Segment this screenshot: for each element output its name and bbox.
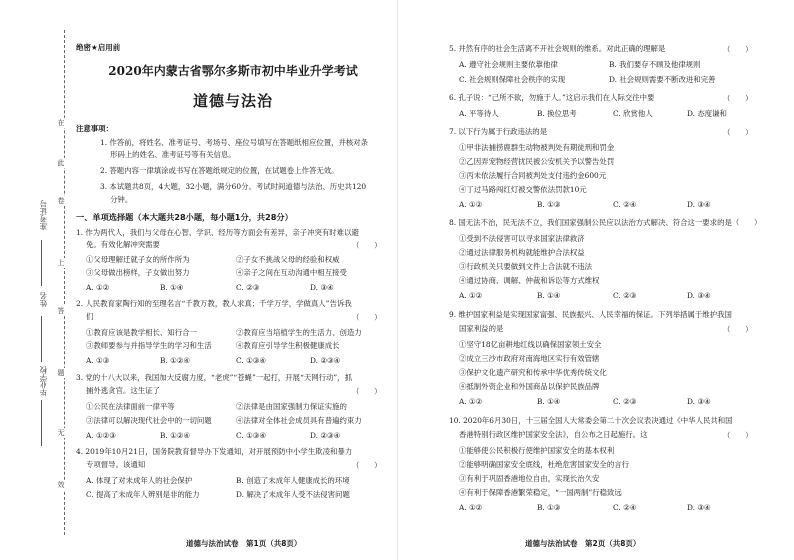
option: ②成立三沙市政府对南海地区实行有效管辖 bbox=[459, 354, 600, 363]
spine-char: 效 bbox=[57, 481, 65, 489]
spine-char: 答 bbox=[57, 307, 65, 315]
spine-char: 卷 bbox=[57, 197, 65, 205]
choice: B. ①③ bbox=[537, 200, 561, 209]
school-label: 毕业学校 bbox=[39, 366, 48, 396]
spine-char: 在 bbox=[57, 119, 65, 127]
section-heading: 一、单项选择题（本大题共28小题，每小题1分，共28分） bbox=[76, 212, 293, 222]
question-9-cont: 国家利益的是 bbox=[459, 324, 504, 333]
choice: C. ②④ bbox=[613, 200, 637, 209]
question-9: 9. 维护国家利益是实现国家富强、民族振兴、人民幸福的保证。下列举措属于维护我国 bbox=[449, 310, 732, 319]
choice: C. ②③ bbox=[236, 283, 260, 292]
option: A. 体现了对未成年人的社会保护 bbox=[86, 476, 193, 485]
choice: C. ①③④ bbox=[236, 431, 266, 440]
choice: B. ①④ bbox=[537, 397, 561, 406]
choice: C. ①③④ bbox=[236, 356, 266, 365]
exam-page-2 bbox=[397, 0, 794, 560]
choice: A. ①② bbox=[459, 397, 483, 406]
option: ③行政机关只要做到文件上合法就不违法 bbox=[459, 262, 593, 271]
option: ③法律可以解决现代社会中的一切问题 bbox=[86, 416, 212, 425]
question-7: 7. 以下行为属于行政违法的是 bbox=[449, 127, 548, 136]
answer-paren: （ ） bbox=[352, 241, 382, 250]
question-3: 3. 党的十八大以来，我国加大反腐力度，“老虎”“苍蝇”一起打，开展“天网行动”，抓 bbox=[76, 373, 352, 382]
page-footer: 道德与法治试卷 第1页（共8页） bbox=[186, 539, 302, 548]
choice: B. ①④ bbox=[160, 283, 184, 292]
option: ②法律是由国家强制力保证实施的 bbox=[236, 402, 347, 411]
question-1: 1. 作为两代人，我们与父母在心智、学识、经历等方面会有差异，亲子冲突有时难以避 bbox=[76, 228, 359, 237]
option: ①教育应该是教学相长、知行合一 bbox=[86, 328, 197, 337]
choice: D. ②③④ bbox=[310, 431, 341, 440]
option: ①坚守18亿亩耕地红线以确保国家领土安全 bbox=[459, 340, 602, 349]
answer-paren: （ ） bbox=[352, 461, 382, 470]
spine-char: 此 bbox=[57, 159, 65, 167]
option: ④抵制外资企业和外国商品以保护民族品牌 bbox=[459, 382, 600, 391]
choice: D. ③④ bbox=[687, 397, 711, 406]
spine-char: 题 bbox=[57, 369, 65, 377]
option: ④教育应引导学生积极健康成长 bbox=[236, 341, 340, 350]
choice: D. ②③④ bbox=[310, 356, 341, 365]
option: ①公民在法律面前一律平等 bbox=[86, 402, 175, 411]
choice: A. ①② bbox=[86, 283, 110, 292]
choice: A. ①② bbox=[459, 200, 483, 209]
notes-heading: 注意事项： bbox=[76, 124, 113, 133]
answer-paren: （ ） bbox=[723, 431, 753, 440]
option: C. 欣赏他人 bbox=[613, 109, 653, 118]
answer-paren: （ ） bbox=[723, 94, 753, 103]
choice: D. ③④ bbox=[310, 283, 334, 292]
note-line: 形码上的姓名、准考证号等有关信息。 bbox=[110, 150, 236, 159]
choice: D. ③④ bbox=[687, 503, 711, 512]
option: C. 社会规则保障社会秩序的实现 bbox=[459, 75, 566, 84]
page-footer: 道德与法治试卷 第2页（共8页） bbox=[525, 539, 641, 548]
choice: A. ①②③ bbox=[86, 431, 116, 440]
question-4: 4. 2019年10月21日，国务院教育督导办下发通知，对开展预防中小学生欺凌和暴力 bbox=[76, 447, 353, 456]
choice: A. ①② bbox=[459, 291, 483, 300]
subject-title: 道德与法治 bbox=[192, 92, 273, 110]
choice: C. ②③ bbox=[613, 397, 637, 406]
choice: B. ①④ bbox=[537, 291, 561, 300]
option: ②能够明确国家安全底线，杜绝危害国家安全的言行 bbox=[459, 460, 629, 469]
note-line: 3. 本试题共8页，4大题，32小题，满分60分。考试时间道德与法治、历史共120 bbox=[100, 182, 367, 191]
choice: B. ①②④ bbox=[160, 431, 191, 440]
choice: C. ②④ bbox=[613, 503, 637, 512]
option: ④丁过马路闯红灯被交警依法罚款10元 bbox=[459, 185, 587, 194]
option: B. 换位思考 bbox=[537, 109, 577, 118]
question-1-cont: 免。有效化解冲突需要 bbox=[86, 240, 160, 249]
choice: B. ①③ bbox=[537, 503, 561, 512]
option: D. 解决了未成年人受不法侵害问题 bbox=[236, 490, 350, 499]
option: ①受到不法侵害可以寻求国家法律救济 bbox=[459, 234, 585, 243]
confidential-mark: 绝密★启用前 bbox=[76, 43, 121, 52]
note-line: 1. 作答前，将姓名、准考证号、考场号、座位号填写在答题纸相应位置，并核对条 bbox=[100, 138, 369, 147]
question-4-cont: 专项督导。该通知 bbox=[86, 460, 146, 469]
exam-id-blank bbox=[41, 240, 42, 286]
binding-line bbox=[64, 30, 65, 535]
option: ②乙因弄宠物经营扰民被公安机关予以警告处罚 bbox=[459, 157, 615, 166]
exam-title: 2020年内蒙古省鄂尔多斯市初中毕业升学考试 bbox=[108, 64, 358, 78]
option: ③父母做出榜样，子女做出努力 bbox=[86, 268, 190, 277]
choice: D. ③④ bbox=[687, 200, 711, 209]
option: ③教师要参与并指导学生的学习和生活 bbox=[86, 341, 212, 350]
question-2: 2. 人民教育家陶行知的至理名言“千教万教，教人求真；千学万学，学做真人”告诉我 bbox=[76, 299, 352, 308]
option: B. 创造了未成年人健康成长的环境 bbox=[236, 476, 350, 485]
answer-paren: （ ） bbox=[352, 387, 382, 396]
option: ④法律对全体社会成员具有普遍约束力 bbox=[236, 416, 362, 425]
option: D. 社会规则需要不断改进和完善 bbox=[609, 75, 716, 84]
option: ④亲子之间在互动沟通中相互接受 bbox=[236, 268, 347, 277]
option: ③有利于巩固香港地位自由，实现长治久安 bbox=[459, 474, 600, 483]
option: ④通过协商、调解、仲裁和诉讼等方式维权 bbox=[459, 276, 600, 285]
question-6: 6. 孔子说：“己所不欲，勿施于人。”这启示我们在人际交往中要 bbox=[449, 93, 655, 102]
question-3-cont: 捕外逃贪官。这生证了 bbox=[86, 386, 160, 395]
option: A. 遵守社会规则主要依靠他律 bbox=[459, 60, 558, 69]
question-10-cont: 香港特别行政区维护国家安全法》，自公布之日起施行。这 bbox=[459, 430, 648, 439]
option: ③丙未依法履行合同被判处支付违约金600元 bbox=[459, 171, 607, 180]
name-label: 姓名 bbox=[39, 292, 48, 307]
choice: D. ③④ bbox=[687, 291, 711, 300]
option: ①能够使公民积极行使维护国家安全的基本权利 bbox=[459, 446, 615, 455]
answer-paren: （ ） bbox=[352, 313, 382, 322]
note-line: 分钟。 bbox=[110, 195, 133, 204]
answer-paren: （ ） bbox=[723, 325, 753, 334]
option: C. 提高了未成年人辨别是非的能力 bbox=[86, 490, 200, 499]
question-8: 8. 国无法不治，民无法不立，我们国家强制公民应以法治方式解决、符合这一要求的是（ ） bbox=[449, 218, 762, 227]
option: ③保护文化遗产研究和传承中华优秀传统文化 bbox=[459, 368, 607, 377]
choice: A. ①③ bbox=[86, 356, 110, 365]
spine-char: 无 bbox=[57, 429, 65, 437]
option: ②通过法律服务机构就能维护合法权益 bbox=[459, 248, 585, 257]
note-line: 2. 答题内容一律填涂或书写在答题纸规定的位置，在试题卷上作答无效。 bbox=[100, 166, 339, 175]
choice: C. ②③ bbox=[613, 291, 637, 300]
question-5: 5. 井然有序的社会生活离不开社会规则的维系。对此正确的理解是 bbox=[449, 44, 666, 53]
spine-char: 上 bbox=[57, 259, 65, 267]
option: ①父母理解迁就子女的所作所为 bbox=[86, 255, 190, 264]
exam-id-label: 准考证号 bbox=[39, 200, 48, 230]
option: ②教育应当培植学生的生活力、创造力 bbox=[236, 328, 362, 337]
question-2-cont: 们 bbox=[86, 312, 94, 321]
question-10: 10. 2020年6月30日，十三届全国人大常委会第二十次会议表决通过《中华人民共和国 bbox=[449, 416, 733, 425]
option: ②子女不挑战父母的经验和权威 bbox=[236, 255, 340, 264]
choice: A. ①② bbox=[459, 503, 483, 512]
choice: B. ①②④ bbox=[160, 356, 191, 365]
answer-paren: （ ） bbox=[723, 128, 753, 137]
option: D. 态度谦和 bbox=[687, 109, 727, 118]
option: ①甲非法捕捞鹿群生动物被判处有期徒刑和罚金 bbox=[459, 143, 615, 152]
name-blank bbox=[41, 316, 42, 362]
option: B. 我们要存不顾及他律规则 bbox=[609, 60, 701, 69]
school-blank bbox=[41, 400, 42, 446]
answer-paren: （ ） bbox=[723, 45, 753, 54]
option: ④有利于保障香港繁荣稳定，“一国两制”行稳致远 bbox=[459, 488, 622, 497]
option: A. 平等待人 bbox=[459, 109, 499, 118]
